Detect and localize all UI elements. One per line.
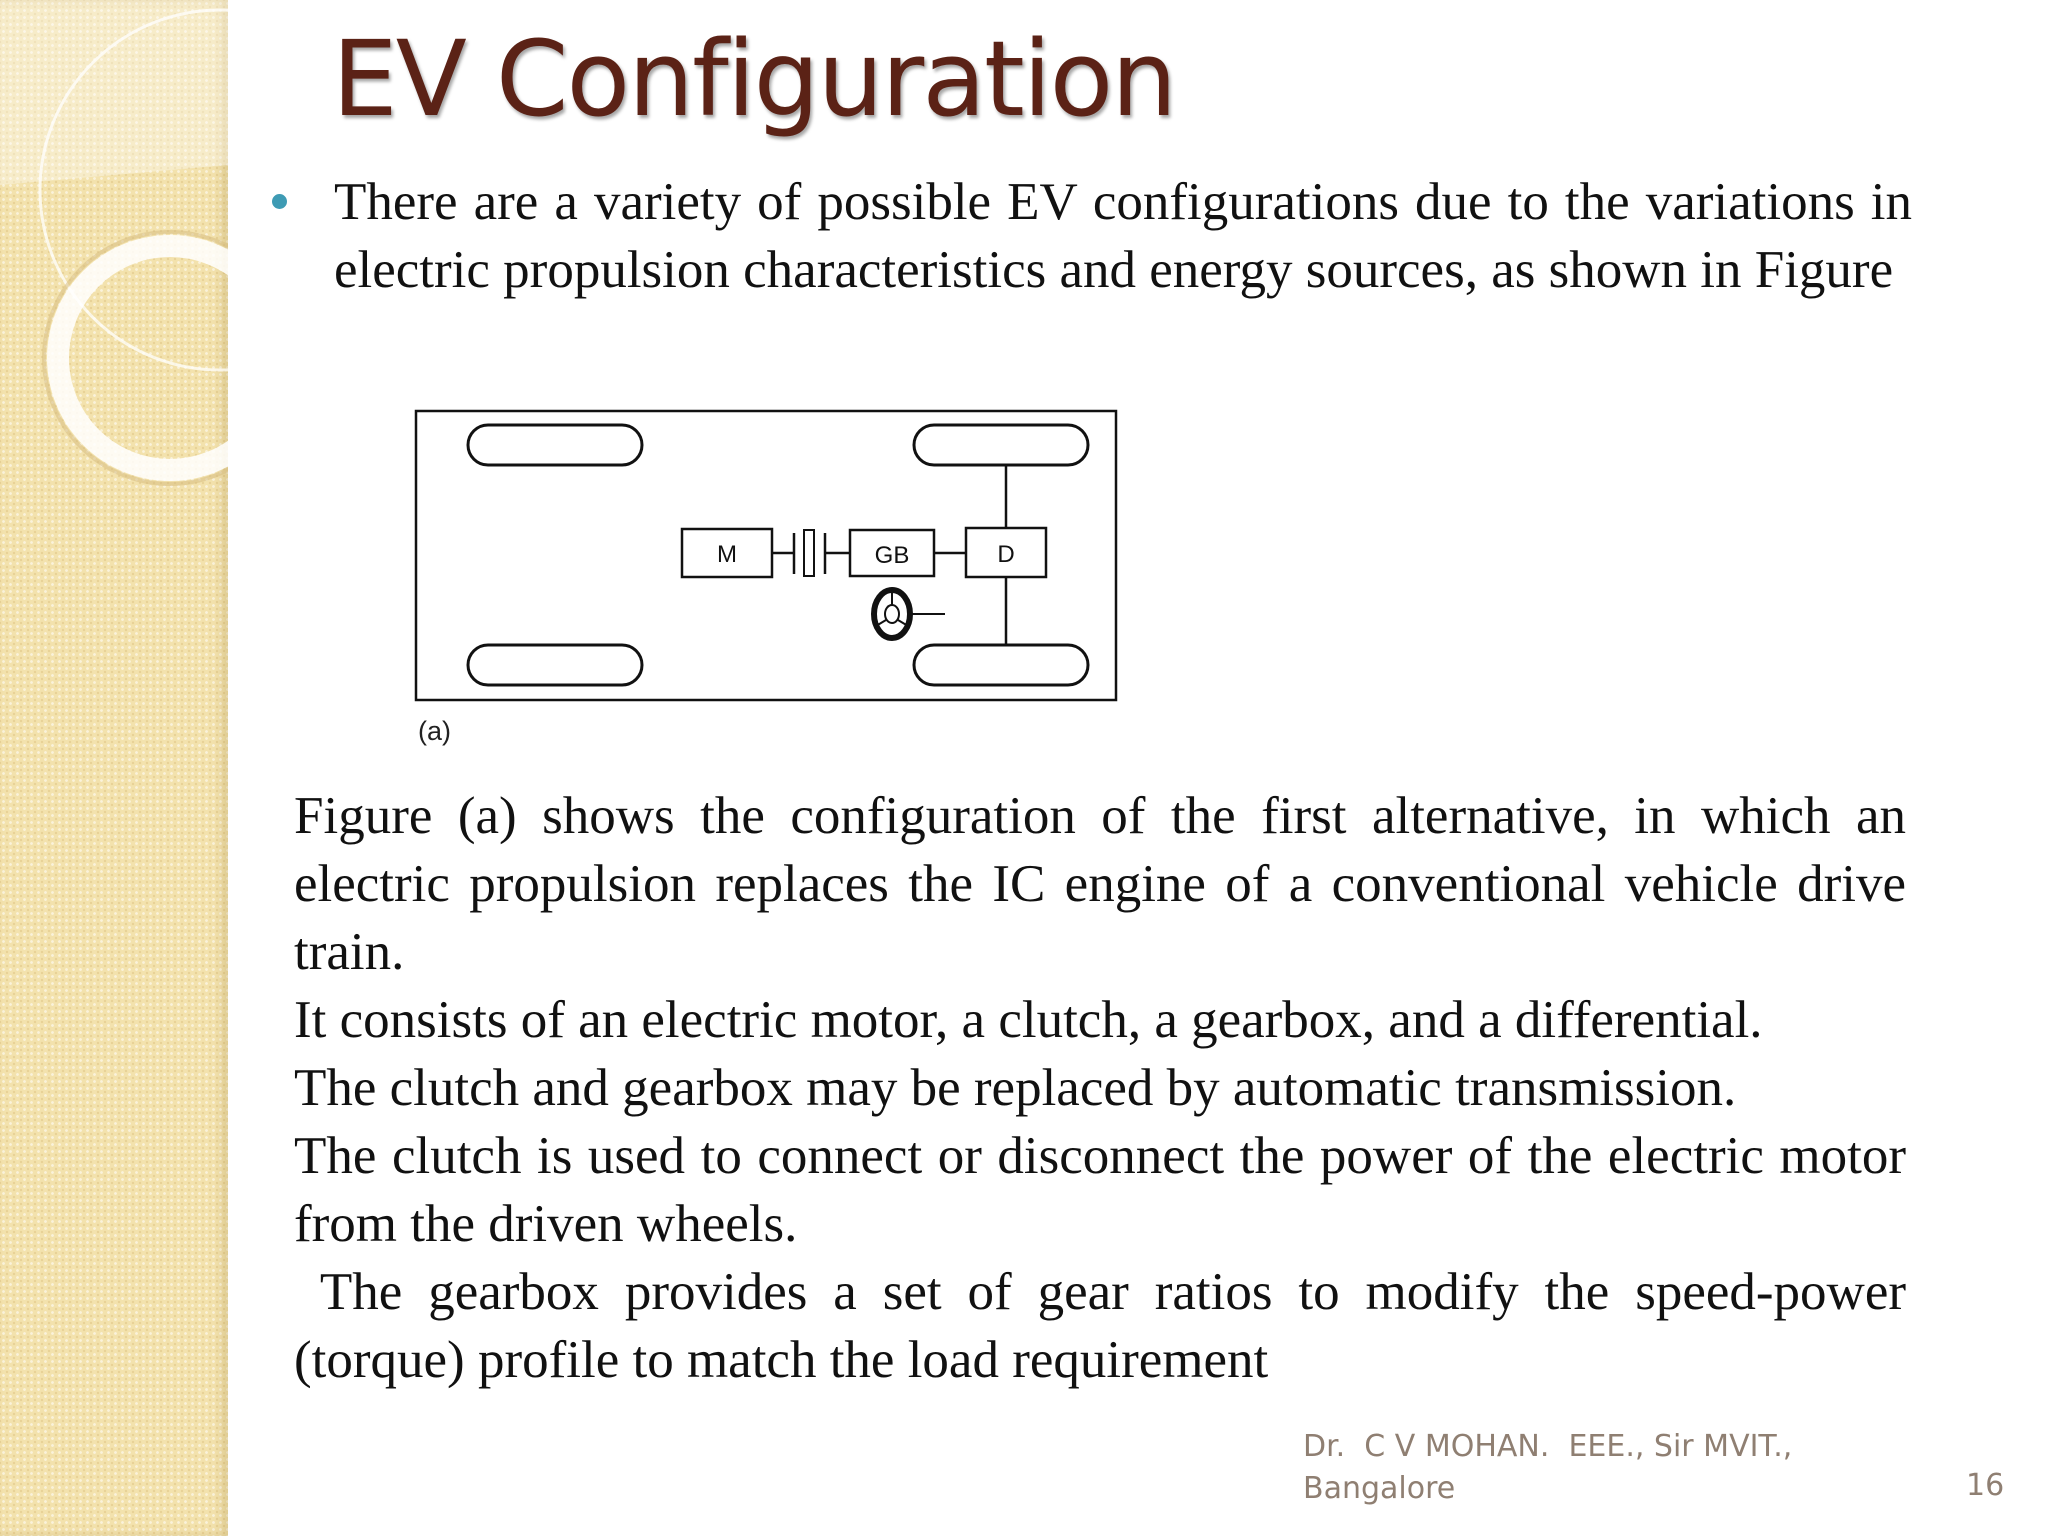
front-left-wheel xyxy=(468,425,642,465)
rear-right-wheel xyxy=(914,645,1088,685)
rear-left-wheel xyxy=(914,425,1088,465)
differential-label: D xyxy=(997,541,1015,568)
clutch-symbol xyxy=(804,530,814,576)
slide-title: EV Configuration xyxy=(332,18,1176,140)
decorative-side-band xyxy=(0,0,228,1536)
bullet-text: There are a variety of possible EV configurations due to the variations in electric propulsion characteristics and energy sources, as shown in Figure xyxy=(334,173,1912,299)
paragraph: The clutch and gearbox may be replaced by automatic transmission. xyxy=(294,1059,1737,1117)
paragraph: The clutch is used to connect or disconnect the power of the electric motor from the driven wheels. xyxy=(294,1127,1906,1253)
ev-configuration-diagram xyxy=(410,404,1130,714)
gearbox-label: GB xyxy=(874,542,910,569)
page-number: 16 xyxy=(1966,1468,2005,1503)
figure-caption: (a) xyxy=(418,716,451,746)
paragraph: Figure (a) shows the configuration of the first alternative, in which an electric propulsion replaces the IC engine of a conventional vehicle drive train. xyxy=(294,787,1906,981)
steering-wheel-icon xyxy=(874,590,945,638)
front-right-wheel xyxy=(468,645,642,685)
footer-author-line1: Dr. C V MOHAN. EEE., Sir MVIT., xyxy=(1303,1429,1793,1464)
decorative-rings xyxy=(0,0,228,1536)
bullet-icon xyxy=(272,194,287,209)
paragraph: It consists of an electric motor, a clutch, a gearbox, and a differential. xyxy=(294,991,1763,1049)
body-text xyxy=(294,782,1920,1394)
paragraph: The gearbox provides a set of gear ratios to modify the speed-power (torque) profile to match the load requirement xyxy=(294,1263,1920,1389)
footer-author xyxy=(1303,1426,1792,1510)
motor-label: M xyxy=(717,541,737,568)
footer-author-line2: Bangalore xyxy=(1303,1471,1456,1506)
